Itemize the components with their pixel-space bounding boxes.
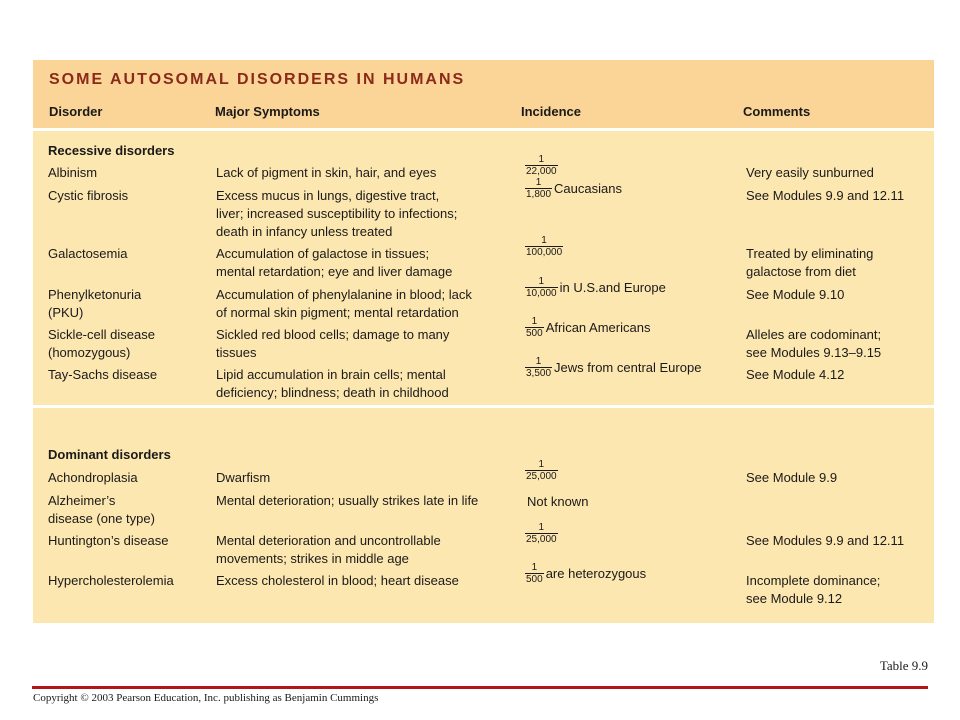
comments-cell	[746, 572, 880, 608]
symptoms-line: mental retardation; eye and liver damage	[216, 264, 453, 279]
symptoms-line: movements; strikes in middle age	[216, 551, 409, 566]
fraction-denominator: 500	[526, 574, 543, 585]
disorder-name	[48, 366, 157, 384]
comments-line: Alleles are codominant;	[746, 327, 882, 342]
disorder-name	[48, 532, 168, 550]
fraction-denominator: 500	[526, 328, 543, 339]
disorder-name-line: Alzheimer’s	[48, 493, 116, 508]
fraction-denominator: 25,000	[526, 534, 557, 545]
fraction-numerator: 1	[538, 459, 545, 470]
fraction-numerator: 1	[538, 154, 545, 165]
fraction-numerator: 1	[531, 316, 538, 327]
symptoms-line: death in infancy unless treated	[216, 224, 393, 239]
incidence-cell	[525, 492, 588, 511]
disorder-name-line: Hypercholesterolemia	[48, 573, 174, 588]
header-divider	[33, 128, 934, 131]
symptoms-line: Accumulation of galactose in tissues;	[216, 246, 430, 261]
disorder-name-line: Albinism	[48, 165, 98, 180]
copyright-notice: Copyright © 2003 Pearson Education, Inc. publishing as Benjamin Cummings	[33, 692, 379, 704]
incidence-text: in U.S.and Europe	[559, 280, 666, 295]
symptoms-line: Lipid accumulation in brain cells; mental	[216, 367, 446, 382]
incidence-text: African Americans	[545, 320, 651, 335]
comments-cell	[746, 366, 844, 384]
symptoms-line: Sickled red blood cells; damage to many	[216, 327, 450, 342]
comments-line: see Module 9.12	[746, 591, 843, 606]
incidence-fraction	[525, 563, 544, 585]
symptoms-line: Lack of pigment in skin, hair, and eyes	[216, 165, 437, 180]
symptoms-line: liver; increased susceptibility to infections;	[216, 206, 458, 221]
incidence-cell	[525, 277, 666, 299]
comments-line: see Modules 9.13–9.15	[746, 345, 882, 360]
incidence-fraction	[525, 357, 552, 379]
symptoms-cell	[216, 245, 452, 281]
fraction-numerator: 1	[535, 356, 542, 367]
fraction-denominator: 25,000	[526, 471, 557, 482]
symptoms-cell	[216, 492, 478, 510]
disorder-name-line: Galactosemia	[48, 246, 128, 261]
footer-rule	[32, 686, 928, 689]
fraction-numerator: 1	[538, 276, 545, 287]
symptoms-line: Accumulation of phenylalanine in blood; lack	[216, 287, 472, 302]
incidence-text: are heterozygous	[545, 566, 647, 581]
incidence-cell	[525, 523, 558, 545]
disorder-name	[48, 286, 141, 322]
comments-cell	[746, 532, 904, 550]
comments-line: Very easily sunburned	[746, 165, 874, 180]
header-disorder: Disorder	[49, 104, 103, 119]
disorder-name-line: (homozygous)	[48, 345, 131, 360]
symptoms-cell	[216, 572, 459, 590]
symptoms-line: Mental deterioration; usually strikes late in life	[216, 493, 479, 508]
disorder-name-line: disease (one type)	[48, 511, 155, 526]
incidence-cell	[525, 563, 646, 585]
disorder-name	[48, 245, 127, 263]
comments-line: See Module 9.9	[746, 470, 838, 485]
disorder-name	[48, 326, 155, 362]
table-title: SOME AUTOSOMAL DISORDERS IN HUMANS	[49, 71, 466, 88]
disorder-name-line: (PKU)	[48, 305, 84, 320]
header-comments: Comments	[743, 104, 811, 119]
section-divider	[33, 405, 934, 408]
table-number-label: Table 9.9	[879, 658, 928, 673]
header-symptoms: Major Symptoms	[215, 104, 320, 119]
comments-cell	[746, 187, 904, 205]
comments-line: See Module 9.10	[746, 287, 845, 302]
fraction-denominator: 22,000	[526, 166, 557, 177]
incidence-cell	[525, 460, 558, 482]
incidence-fraction	[525, 523, 558, 545]
incidence-cell	[525, 155, 558, 177]
symptoms-cell	[216, 286, 472, 322]
comments-line: galactose from diet	[746, 264, 856, 279]
comments-cell	[746, 245, 873, 281]
disorder-name-line: Sickle-cell disease	[48, 327, 155, 342]
disorder-name	[48, 187, 128, 205]
disorders-table	[33, 60, 934, 623]
fraction-denominator: 100,000	[526, 247, 563, 258]
dominant-section-title: Dominant disorders	[48, 447, 171, 462]
comments-cell	[746, 164, 874, 182]
incidence-cell	[525, 317, 650, 339]
symptoms-cell	[216, 164, 436, 182]
incidence-cell	[525, 236, 563, 258]
symptoms-cell	[216, 366, 449, 402]
fraction-numerator: 1	[541, 235, 547, 246]
header-incidence: Incidence	[521, 104, 581, 119]
fraction-denominator: 3,500	[526, 368, 552, 379]
disorder-name-line: Huntington’s disease	[48, 533, 169, 548]
disorder-name	[48, 572, 174, 590]
symptoms-line: Excess mucus in lungs, digestive tract,	[216, 188, 440, 203]
fraction-numerator: 1	[538, 522, 545, 533]
disorder-name	[48, 164, 97, 182]
incidence-text: Caucasians	[554, 181, 622, 196]
comments-cell	[746, 469, 837, 487]
incidence-text: Jews from central Europe	[554, 360, 702, 375]
disorder-name	[48, 492, 155, 528]
symptoms-cell	[216, 532, 441, 568]
comments-cell	[746, 286, 844, 304]
fraction-denominator: 10,000	[526, 288, 557, 299]
symptoms-cell	[216, 469, 270, 487]
incidence-fraction	[525, 178, 552, 200]
disorder-name	[48, 469, 138, 487]
symptoms-line: Mental deterioration and uncontrollable	[216, 533, 441, 548]
incidence-text: Not known	[527, 493, 589, 509]
symptoms-line: Dwarfism	[216, 470, 271, 485]
symptoms-cell	[216, 326, 449, 362]
incidence-fraction	[525, 317, 544, 339]
incidence-cell	[525, 357, 701, 379]
symptoms-line: deficiency; blindness; death in childhood	[216, 385, 449, 400]
comments-line: Incomplete dominance;	[746, 573, 881, 588]
incidence-fraction	[525, 277, 558, 299]
disorder-name-line: Cystic fibrosis	[48, 188, 129, 203]
symptoms-cell	[216, 187, 457, 241]
disorder-name-line: Tay-Sachs disease	[48, 367, 158, 382]
fraction-numerator: 1	[535, 177, 542, 188]
fraction-denominator: 1,800	[526, 189, 552, 200]
fraction-numerator: 1	[531, 562, 538, 573]
comments-line: See Modules 9.9 and 12.11	[746, 188, 905, 203]
comments-line: See Modules 9.9 and 12.11	[746, 533, 905, 548]
recessive-section-title: Recessive disorders	[48, 143, 175, 158]
comments-cell	[746, 326, 881, 362]
table-header-band	[33, 60, 934, 128]
comments-line: See Module 4.12	[746, 367, 845, 382]
incidence-cell	[525, 178, 622, 200]
incidence-fraction	[525, 155, 558, 177]
symptoms-line: Excess cholesterol in blood; heart disease	[216, 573, 459, 588]
incidence-fraction	[525, 236, 563, 258]
disorder-name-line: Achondroplasia	[48, 470, 138, 485]
symptoms-line: tissues	[216, 345, 257, 360]
incidence-fraction	[525, 460, 558, 482]
symptoms-line: of normal skin pigment; mental retardation	[216, 305, 459, 320]
comments-line: Treated by eliminating	[746, 246, 874, 261]
disorder-name-line: Phenylketonuria	[48, 287, 142, 302]
